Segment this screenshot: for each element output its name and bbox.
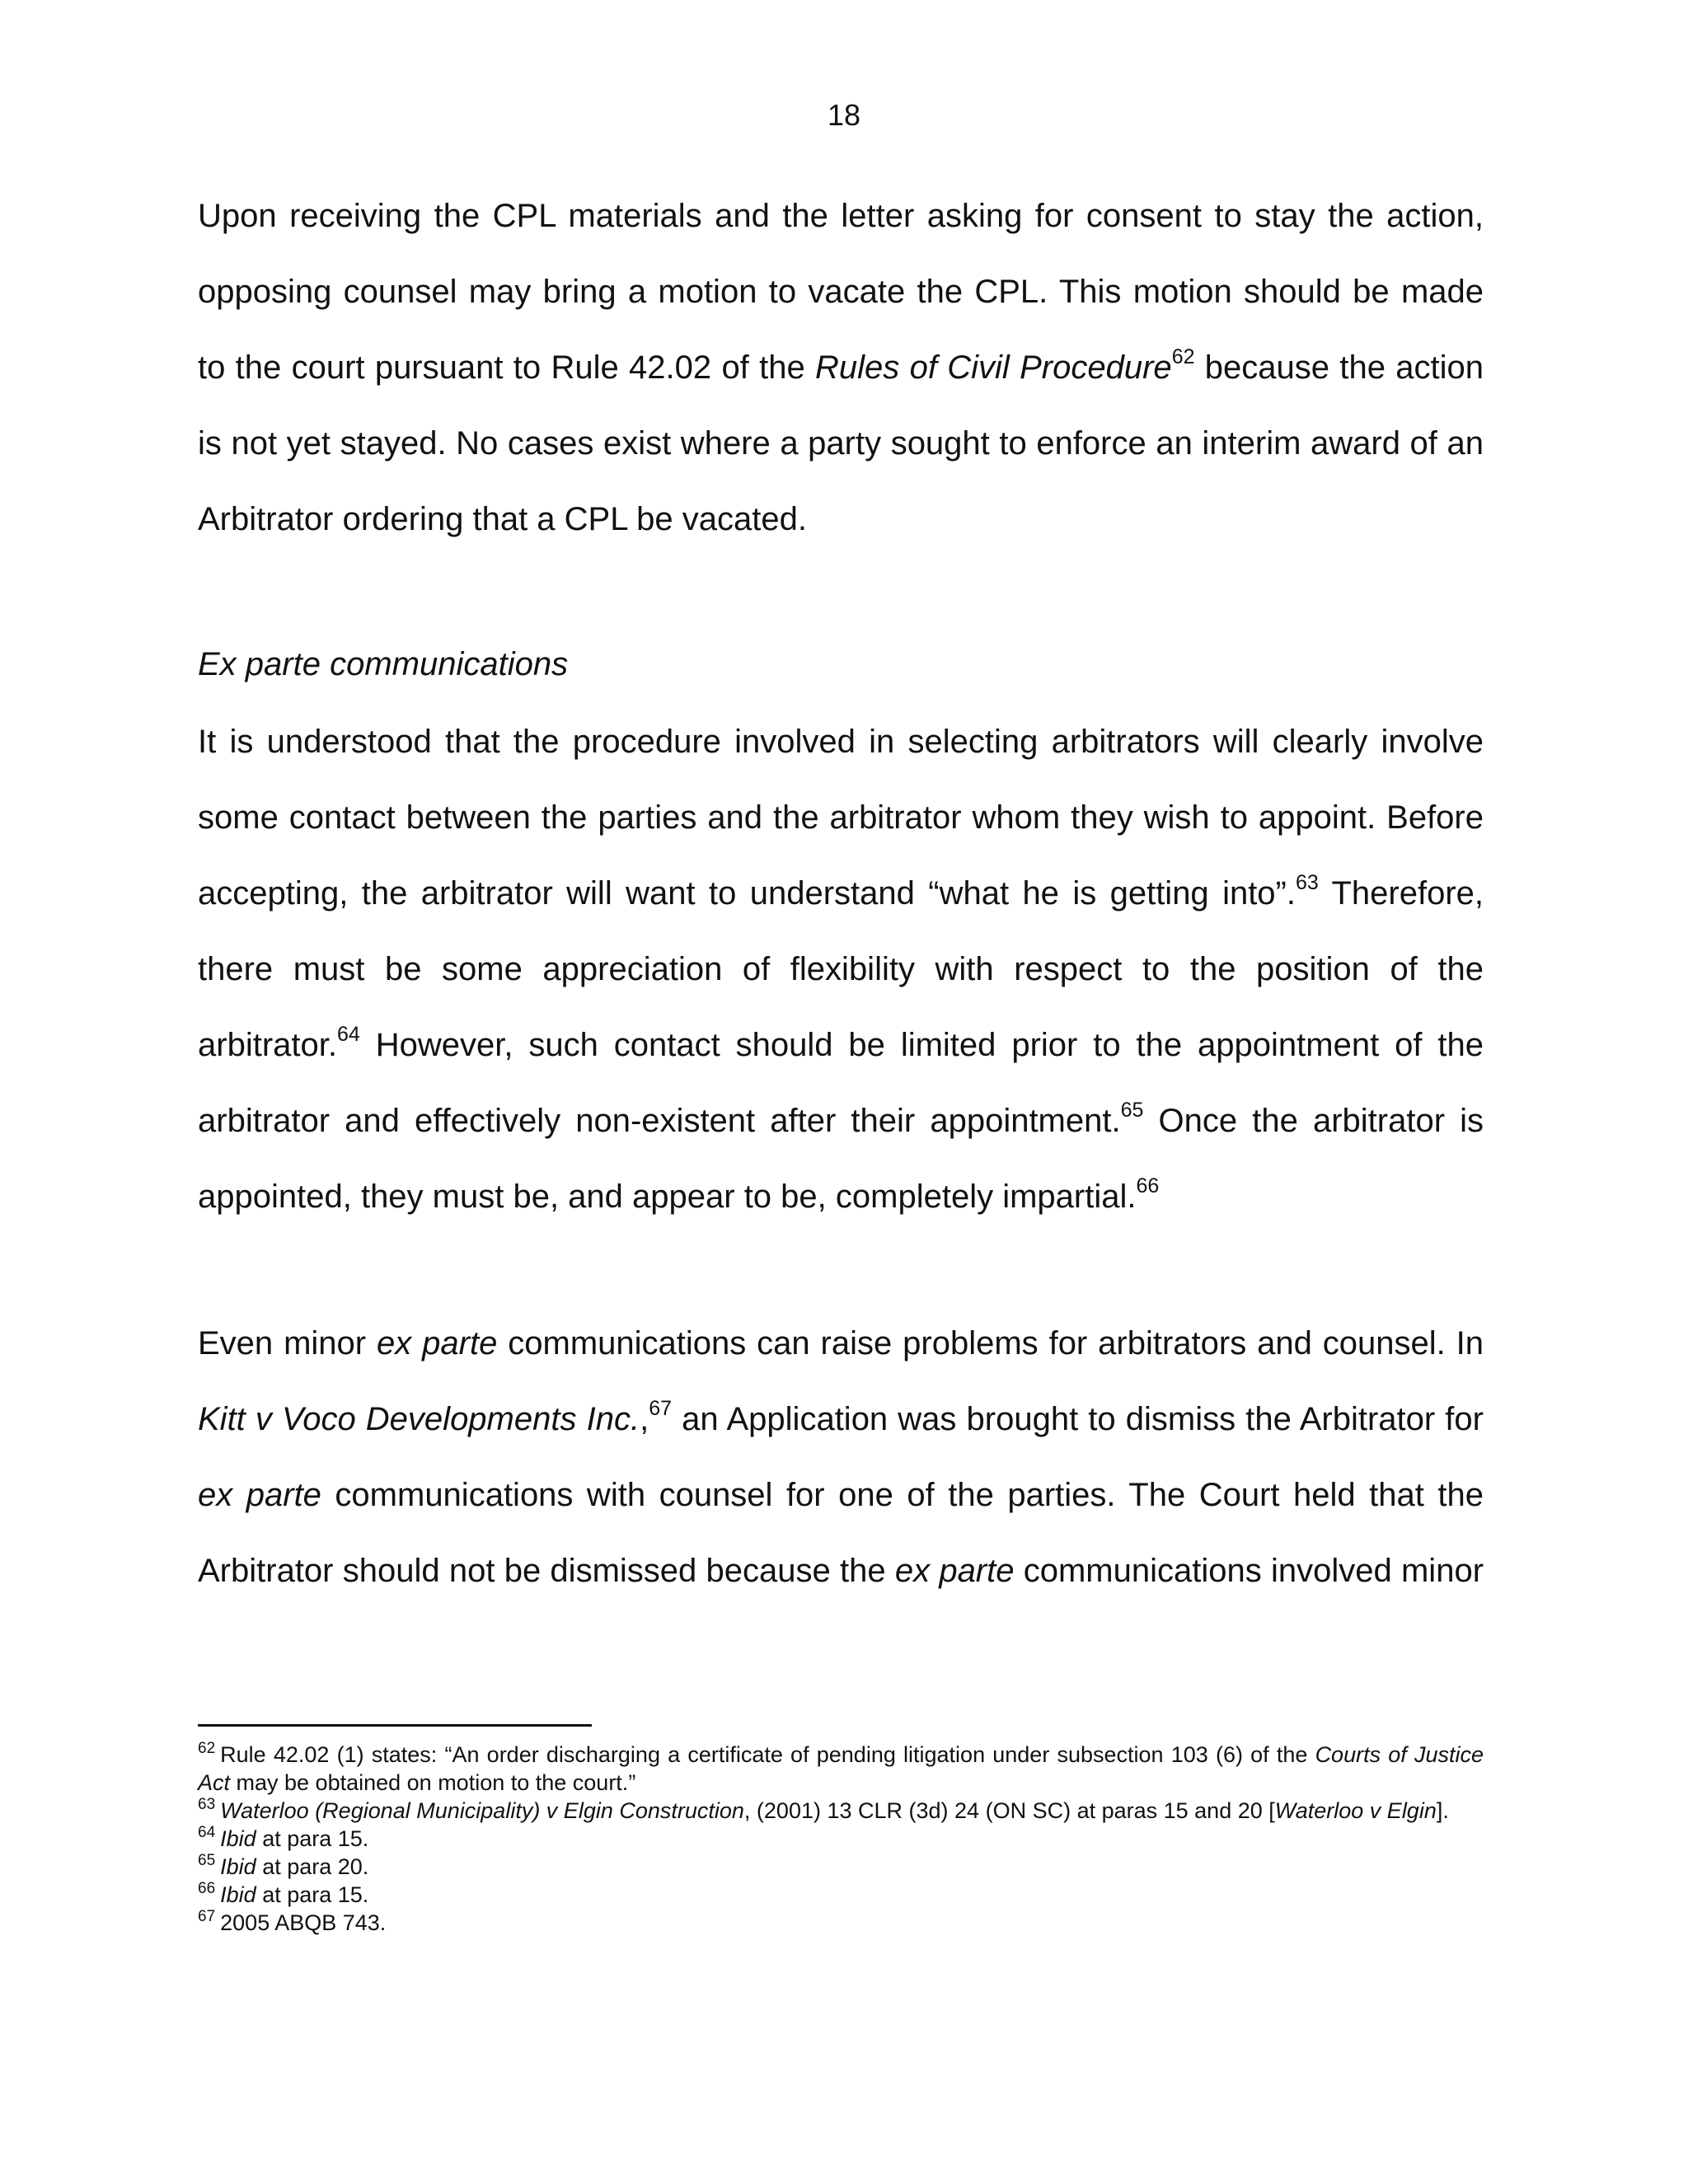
footnote-ref-67: 67 <box>649 1397 672 1420</box>
paragraph-cpl-motion: Upon receiving the CPL materials and the letter asking for consent to stay the action, opposing counsel may bring a motion to vacate the CPL. This motion should be made to the court pursuant to Rule 42.02 of the Rules of Civil Procedure$^{62}$ because the action is not yet stayed. No cases exist where a party sought to enforce an interim award of an Arbitrator ordering that a CPL be vacated. <box>198 198 1484 537</box>
page-number: 18 <box>827 98 861 132</box>
paragraph-kitt-v-voco: Even minor ex parte communications can raise problems for arbitrators and counsel. In Kitt v Voco Developments Inc.,$^{67}$ an Application was brought to dismiss the Arbitrator for ex parte communications with counsel for one of the parties. The Court held that the Arbitrator should not be dismissed because the ex parte communications involved minor <box>198 1325 1484 1589</box>
footnote-63: $^{63}$ Waterloo (Regional Municipality) v Elgin Construction, (2001) 13 CLR (3d) 24 (ON SC) at paras 15 and 20 [Waterloo v Elgin]. <box>198 1796 1449 1823</box>
paragraph-arbitrator-contact: It is understood that the procedure involved in selecting arbitrators will clearly involve some contact between the parties and the arbitrator whom they wish to appoint. Before accepting, the arbitrator will want to understand “what he is getting into”.$^{63}$ Therefore, there must be some appreciation of flexibility with respect to the position of the arbitrator.$^{64}$ However, such contact should be limited prior to the appointment of the arbitrator and effectively non-existent after their appointment.$^{65}$ Once the arbitrator is appointed, they must be, and appear to be, completely impartial.$^{66}$ <box>198 724 1484 1215</box>
footnote-ref-63: 63 <box>1296 871 1319 894</box>
footnote-ref-65: 65 <box>1120 1099 1144 1122</box>
footnote-ref-62: 62 <box>1171 345 1195 368</box>
section-heading: Ex parte communications <box>198 646 569 682</box>
footnote-67: $^{67}$ 2005 ABQB 743. <box>198 1908 387 1935</box>
footnote-ref-66: 66 <box>1136 1174 1160 1197</box>
footnote-65: $^{65}$ Ibid at para 20. <box>198 1852 369 1879</box>
footnotes <box>198 1741 1484 1937</box>
footnote-66: $^{66}$ Ibid at para 15. <box>198 1880 369 1907</box>
footnote-ref-64: 64 <box>336 1023 360 1046</box>
footnote-separator <box>198 1724 592 1727</box>
footnote-64: $^{64}$ Ibid at para 15. <box>198 1824 369 1851</box>
footnote-62: $^{62}$ Rule 42.02 (1) states: “An order discharging a certificate of pending litigation under subsection 103 (6) of the Courts of Justice Act may be obtained on motion to the court.” <box>198 1740 1484 1795</box>
